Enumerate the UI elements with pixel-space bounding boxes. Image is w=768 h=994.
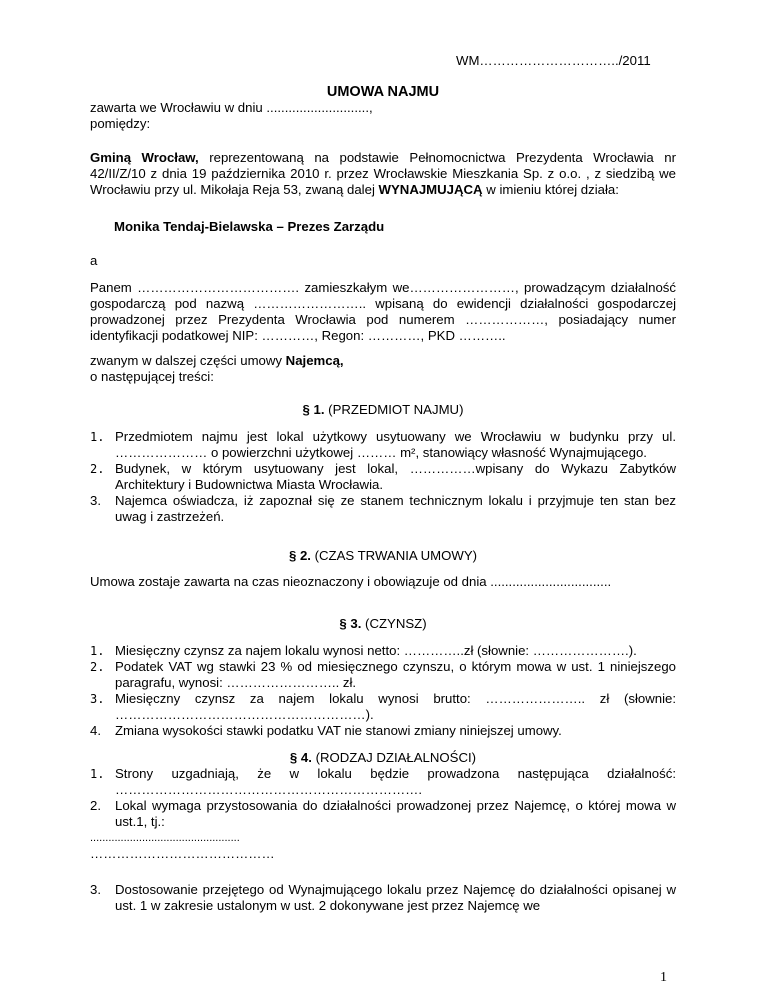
- section-1-list: [90, 429, 676, 525]
- conjunction: a: [90, 253, 98, 268]
- list-item: 1. Miesięczny czynsz za najem lokalu wynosi netto: …………..zł (słownie: ………………….).: [90, 643, 637, 658]
- page-number: 1: [660, 970, 667, 985]
- intro-line-1: zawarta we Wrocławiu w dniu ............................,: [90, 100, 373, 115]
- section-4-list: [90, 766, 676, 830]
- document-number: WM…………………………../2011: [456, 53, 651, 68]
- list-item: 2. Budynek, w którym usytuowany jest lokal, ……………wpisany do Wykazu Zabytków Architektury i Budownictwa Miasta Wrocławia.: [90, 461, 676, 492]
- list-item: 3. Miesięczny czynsz za najem lokalu wynosi brutto: ………………….. zł (słownie: …………………………………………………).: [90, 691, 676, 722]
- tenant-role: Najemcą,: [285, 353, 344, 368]
- section-3-heading: § 3. (CZYNSZ): [339, 616, 427, 631]
- section-3-list: [90, 643, 676, 739]
- section-1-heading: § 1. (PRZEDMIOT NAJMU): [302, 402, 464, 417]
- blank-line-2: ……………………………………: [90, 846, 275, 861]
- list-item: 3. Najemca oświadcza, iż zapoznał się ze stanem technicznym lokalu i przyjmuje ten stan bez uwag i zastrzeżeń.: [90, 493, 676, 524]
- lessor-role: WYNAJMUJĄCĄ: [378, 182, 483, 197]
- tenant-called: zwanym w dalszej części umowy Najemcą,: [90, 353, 344, 368]
- lessor-representative: Monika Tendaj-Bielawska – Prezes Zarządu: [114, 219, 385, 234]
- list-item: 1. Przedmiotem najmu jest lokal użytkowy usytuowany we Wrocławiu w budynku przy ul. ………………… o powierzchni użytkowej ……… m², stanowiący własność Wynajmującego.: [90, 429, 676, 460]
- blank-line-1: .................................................: [90, 832, 240, 844]
- section-4-heading: § 4. (RODZAJ DZIAŁALNOŚCI): [289, 750, 477, 765]
- section-2-heading: § 2. (CZAS TRWANIA UMOWY): [288, 548, 478, 563]
- list-item: 1. Strony uzgadniają, że w lokalu będzie prowadzona następująca działalność: …………………………………………………………….: [90, 766, 676, 797]
- list-item: 4. Zmiana wysokości stawki podatku VAT nie stanowi zmiany niniejszej umowy.: [90, 723, 562, 738]
- list-item: 3. Dostosowanie przejętego od Wynajmującego lokalu przez Najemcę do działalności opisanej w ust. 1 w zakresie ustalonym w ust. 2 dokonywane jest przez Najemcę we: [90, 882, 676, 913]
- following-content: o następującej treści:: [90, 369, 214, 384]
- section-4-list-cont: [90, 882, 676, 914]
- document-title: UMOWA NAJMU: [326, 84, 440, 100]
- tenant-paragraph: Panem ………………………………. zamieszkałym we……………………, prowadzącym działalność gospodarczą pod nazwą …………………….. wpisaną do ewidencji działalności gospodarczej prowadzonej przez Prezydenta Wrocławia pod numerem ………………, posiadający numer identyfikacji podatkowej NIP: …………, Regon: …………, PKD ………..: [90, 280, 676, 343]
- list-item: 2. Lokal wymaga przystosowania do działalności prowadzonej przez Najemcę, o której mowa w ust.1, tj.:: [90, 798, 676, 829]
- lessor-name: Gminą Wrocław,: [90, 150, 199, 165]
- list-item: 2. Podatek VAT wg stawki 23 % od miesięcznego czynszu, o którym mowa w ust. 1 niniejszego paragrafu, wynosi: …………………….. zł.: [90, 659, 676, 690]
- section-2-text: Umowa zostaje zawarta na czas nieoznaczony i obowiązuje od dnia .................................: [90, 574, 612, 589]
- intro-line-2: pomiędzy:: [90, 116, 151, 131]
- lessor-paragraph: Gminą Wrocław, reprezentowaną na podstawie Pełnomocnictwa Prezydenta Wrocławia nr 42/II/Z/10 z dnia 19 października 2010 r. przez Wrocławskie Mieszkania Sp. z o.o. , z siedzibą we Wrocławiu przy ul. Mikołaja Reja 53, zwaną dalej WYNAJMUJĄCĄ w imieniu której działa:: [90, 150, 676, 197]
